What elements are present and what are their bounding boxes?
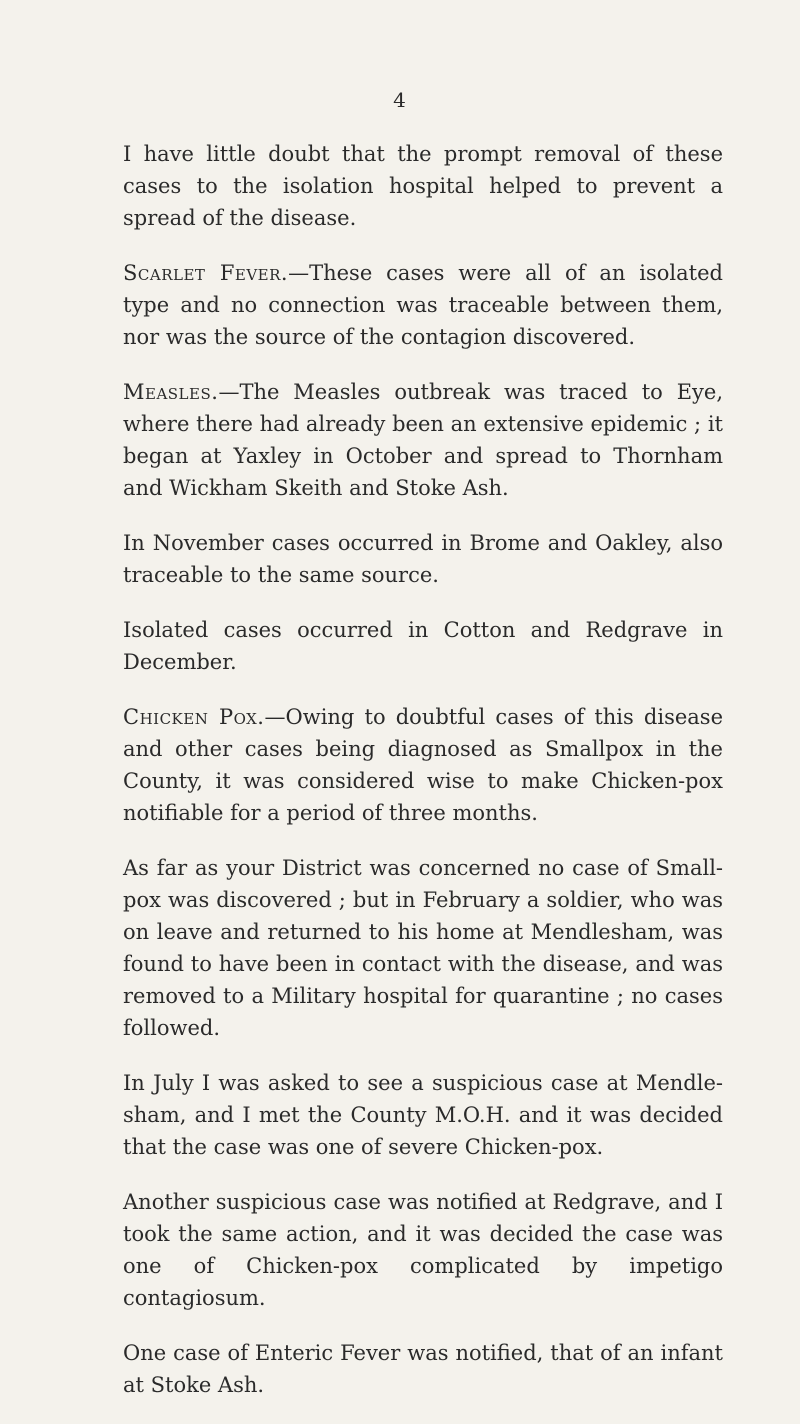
paragraph-heading: Chicken Pox. — [123, 705, 265, 729]
paragraph-text: Isolated cases occurred in Cotton and Redgrave in December. — [123, 618, 723, 674]
paragraph-heading: Measles. — [123, 380, 219, 404]
paragraph-heading: Scarlet Fever. — [123, 261, 289, 285]
paragraph-text: Another suspicious case was notified at Redgrave, and I took the same action, and it was decided the case was one of Chicken-pox complicated by impetigo contagiosum. — [123, 1190, 723, 1310]
paragraph-text: I have little doubt that the prompt removal of these cases to the isolation hospital helped to prevent a spread of the disease. — [123, 142, 723, 230]
paragraph-isolated-cases — [123, 614, 723, 678]
paragraph-text: —The Measles outbreak was traced to Eye, where there had already been an extensive epidemic ; it began at Yaxley in October and spread to Thornham and Wickham Skeith and Stoke Ash. — [123, 380, 723, 500]
paragraph-scarlet-fever — [123, 257, 723, 353]
paragraph-text: One case of Enteric Fever was notified, that of an infant at Stoke Ash. — [123, 1341, 723, 1397]
paragraph-text: In July I was asked to see a suspicious case at Mendle-sham, and I met the County M.O.H. and it was decided that the case was one of severe Chicken-pox. — [123, 1071, 723, 1159]
document-body — [123, 138, 723, 1424]
paragraph-text: —These cases were all of an isolated type and no connection was traceable between them, nor was the source of the contagion discovered. — [123, 261, 723, 349]
paragraph-redgrave-case — [123, 1186, 723, 1314]
page-number: 4 — [393, 88, 407, 112]
paragraph-measles — [123, 376, 723, 504]
paragraph-isolation-removal — [123, 138, 723, 234]
paragraph-enteric-fever — [123, 1337, 723, 1401]
paragraph-smallpox — [123, 852, 723, 1044]
paragraph-chicken-pox — [123, 701, 723, 829]
paragraph-november-cases — [123, 527, 723, 591]
paragraph-text: In November cases occurred in Brome and Oakley, also traceable to the same source. — [123, 531, 723, 587]
paragraph-text: —Owing to doubtful cases of this disease and other cases being diagnosed as Smallpox in the County, it was considered wise to make Chicken-pox notifiable for a period of three months. — [123, 705, 723, 825]
paragraph-text: As far as your District was concerned no case of Small-pox was discovered ; but in February a soldier, who was on leave and returned to his home at Mendlesham, was found to have been in contact with the disease, and was removed to a Military hospital for quarantine ; no cases followed. — [123, 856, 723, 1040]
paragraph-july-case — [123, 1067, 723, 1163]
